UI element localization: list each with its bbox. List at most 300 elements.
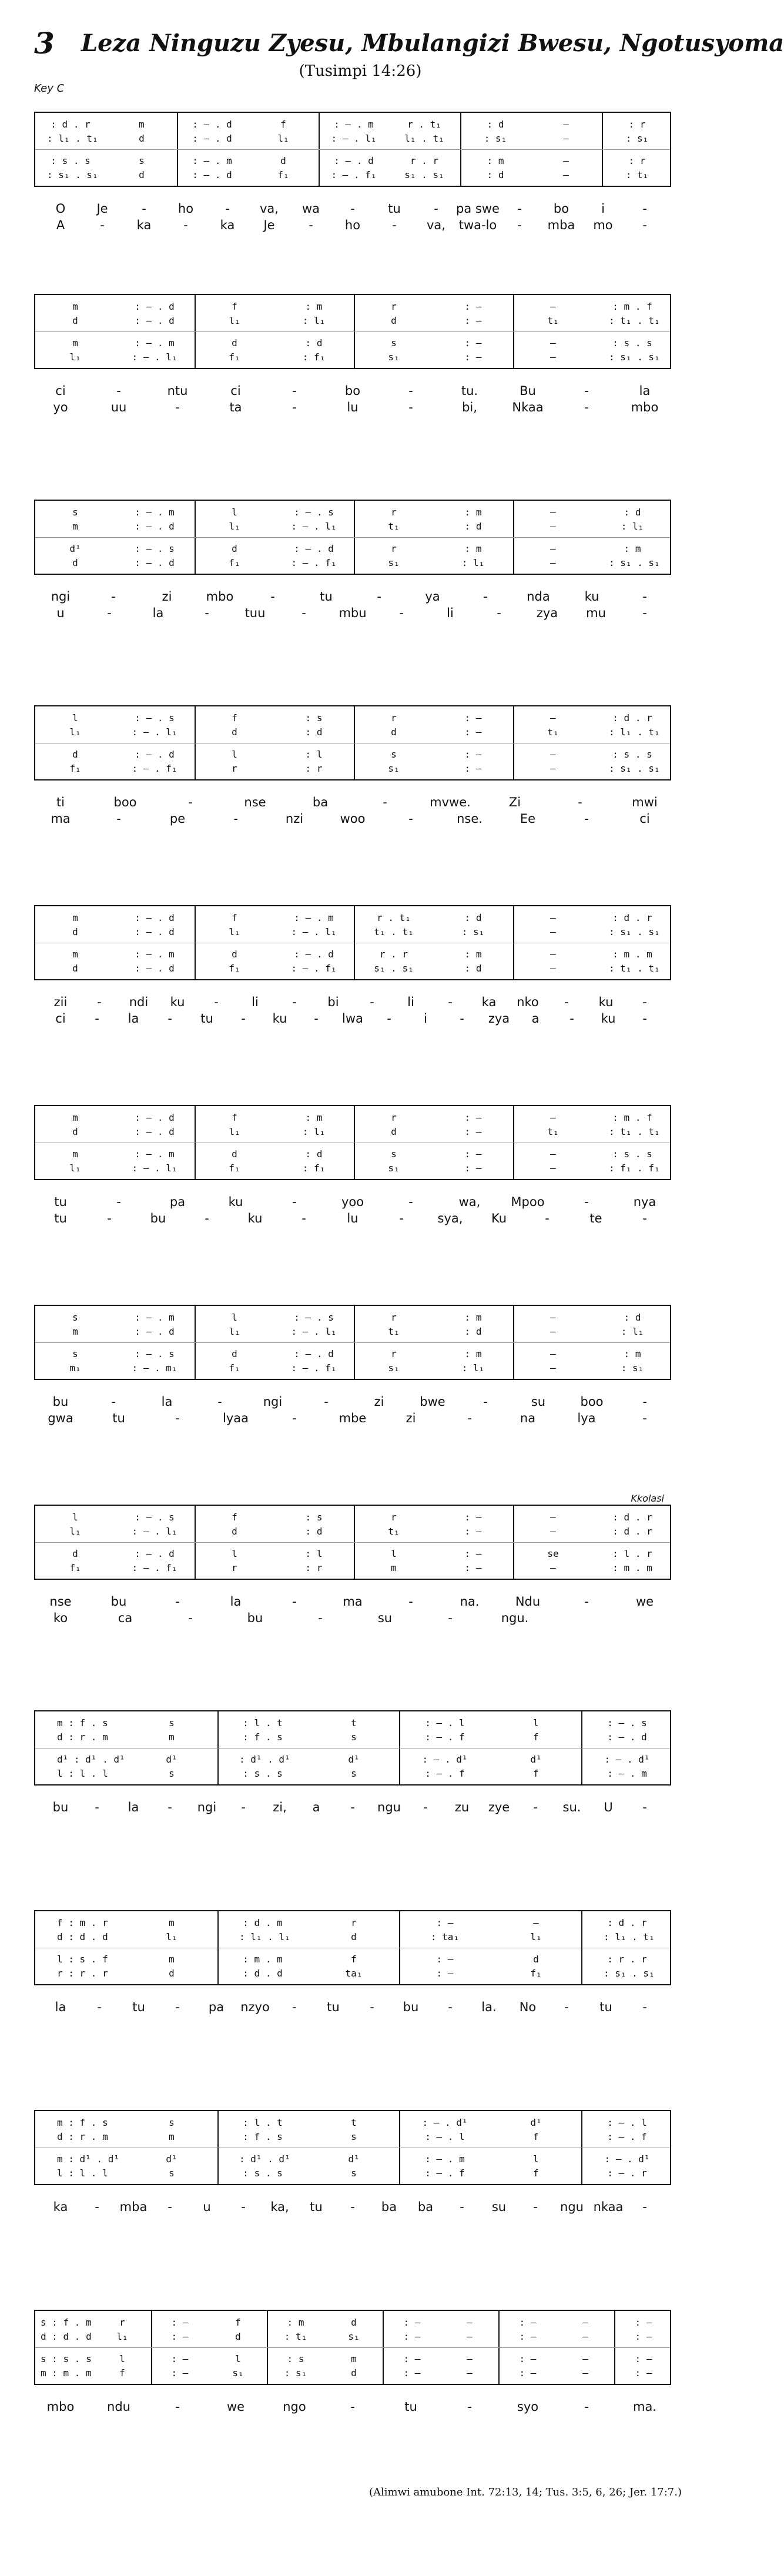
sol-fa-note: f: [232, 1112, 237, 1123]
sol-fa-note: : – . m: [135, 949, 175, 960]
voice-part: [35, 1325, 670, 1339]
voice-part: [35, 2166, 670, 2180]
voice-part: [35, 1952, 670, 1967]
lyric-syllable: Nkaa: [512, 400, 544, 414]
sol-fa-note: r: [391, 1348, 397, 1359]
lyric-syllable: ba: [417, 2200, 434, 2214]
lyric-syllable: va,: [427, 218, 445, 232]
sol-fa-note: : t₁: [625, 169, 649, 180]
lyric-syllable: -: [408, 384, 413, 398]
sol-fa-note: : l₁ . t₁: [47, 133, 98, 144]
sol-fa-note: s: [391, 337, 397, 349]
sol-fa-note: s: [351, 1768, 357, 1779]
lyric-syllable: U: [604, 1800, 613, 1814]
sol-fa-note: : s₁: [461, 926, 485, 937]
lyric-syllable: -: [642, 589, 647, 604]
lyric-line: [34, 216, 671, 234]
lyric-syllable: -: [111, 589, 116, 604]
lyric-syllable: ci: [230, 384, 241, 398]
sol-fa-note: s: [169, 2117, 175, 2128]
sol-fa-note: : d: [305, 1526, 323, 1537]
sol-fa-note: : s . s: [612, 749, 652, 760]
sol-fa-note: : m: [464, 1348, 482, 1359]
lyric-syllable: ngi: [197, 1800, 217, 1814]
sol-fa-note: : – . s: [294, 507, 334, 518]
lyric-syllable: yo: [53, 400, 68, 414]
sol-fa-note: : – . d: [135, 1548, 175, 1559]
sol-fa-note: l₁: [69, 1526, 81, 1537]
sol-fa-note: : s . s: [243, 2168, 283, 2179]
lyric-syllable: -: [642, 1211, 647, 1225]
sol-fa-note: l: [232, 1548, 237, 1559]
sol-fa-note: d : r . m: [57, 2131, 108, 2142]
sol-fa-note: : d: [464, 1326, 482, 1337]
sol-fa-note: : m . m: [243, 1954, 283, 1965]
lyric-syllable: la: [128, 1011, 139, 1026]
sol-fa-staff: [34, 1910, 671, 1985]
lyric-syllable: ngi: [263, 1395, 283, 1409]
sol-fa-note: : m: [464, 949, 482, 960]
voice-part: [35, 762, 670, 776]
voice-part: [35, 556, 670, 570]
voice-part: [35, 1561, 670, 1575]
voice-part: [35, 1930, 670, 1944]
sol-fa-note: : – . m: [334, 119, 374, 130]
lyric-syllable: ko: [53, 1611, 68, 1625]
lyric-syllable: yoo: [341, 1195, 364, 1209]
lyric-syllable: u: [203, 2200, 211, 2214]
sol-fa-note: : – . d: [135, 315, 175, 326]
sol-fa-note: s₁: [348, 2331, 360, 2342]
lyric-syllable: -: [318, 1611, 323, 1625]
sol-fa-note: —: [582, 2367, 588, 2379]
voice-part: [35, 725, 670, 739]
lyric-syllable: -: [175, 1411, 180, 1425]
sol-fa-note: f: [232, 301, 237, 312]
sol-fa-note: d: [351, 2367, 357, 2379]
voice-part: [35, 1347, 670, 1361]
staff-divider: [35, 1342, 670, 1343]
lyric-syllable: -: [448, 995, 453, 1009]
lyric-syllable: -: [116, 384, 121, 398]
sol-fa-note: —: [550, 521, 556, 532]
lyric-syllable: nko: [517, 995, 539, 1009]
sol-fa-note: —: [550, 763, 556, 774]
sol-fa-note: l: [232, 1312, 237, 1323]
lyric-syllable: -: [370, 995, 374, 1009]
sol-fa-note: : —: [171, 2353, 189, 2364]
sol-fa-staff: [34, 1105, 671, 1180]
sol-fa-note: : l . r: [612, 1548, 652, 1559]
sol-fa-note: : s . s: [243, 1768, 283, 1779]
sol-fa-note: r: [391, 712, 397, 723]
lyric-syllable: mvwe.: [430, 795, 471, 809]
lyric-syllable: -: [175, 1594, 180, 1609]
lyric-syllable: ku: [247, 1211, 263, 1225]
sol-fa-note: : —: [464, 1562, 482, 1573]
sol-fa-note: —: [550, 351, 556, 363]
sol-fa-note: : —: [635, 2353, 652, 2364]
sol-fa-note: d: [351, 1931, 357, 1942]
lyric-syllable: -: [116, 812, 121, 826]
sol-fa-note: d¹: [530, 1754, 542, 1765]
lyric-syllable: -: [188, 1611, 193, 1625]
voice-part: [35, 132, 670, 146]
lyric-syllable: -: [100, 218, 105, 232]
sol-fa-note: s: [72, 1348, 78, 1359]
lyric-syllable: -: [111, 1395, 116, 1409]
lyric-syllable: bu: [403, 2000, 419, 2014]
sol-fa-note: s₁: [388, 1362, 400, 1374]
lyric-syllable: bo: [553, 202, 569, 216]
sol-fa-note: r : r . r: [57, 1968, 108, 1979]
sol-fa-note: : —: [464, 1126, 482, 1137]
sol-fa-note: : s₁: [284, 2367, 307, 2379]
sol-fa-note: : —: [519, 2367, 537, 2379]
lyric-line: [34, 1210, 671, 1227]
lyric-syllable: ho: [344, 218, 361, 232]
lyric-syllable: we: [635, 1594, 654, 1609]
sol-fa-note: : t₁ . t₁: [609, 963, 660, 974]
lyric-syllable: ngu.: [501, 1611, 529, 1625]
lyric-syllable: la: [639, 384, 651, 398]
sol-fa-note: s: [351, 2131, 357, 2142]
lyric-syllable: -: [642, 1011, 647, 1026]
sol-fa-note: —: [550, 1562, 556, 1573]
lyric-syllable: la: [230, 1594, 242, 1609]
sol-fa-note: d: [232, 949, 237, 960]
lyric-syllable: nse: [244, 795, 266, 809]
sol-fa-note: l: [533, 2153, 539, 2165]
lyric-syllable: -: [350, 1800, 355, 1814]
lyric-syllable: li: [407, 995, 414, 1009]
lyric-syllable: ngi: [51, 589, 71, 604]
sol-fa-note: —: [582, 2353, 588, 2364]
voice-part: [35, 1510, 670, 1525]
sol-fa-note: : – . m: [425, 2153, 465, 2165]
sol-fa-note: : – . d: [334, 155, 374, 166]
sol-fa-note: d: [533, 1954, 539, 1965]
lyric-syllable: mbo: [206, 589, 234, 604]
sol-fa-note: f: [280, 119, 286, 130]
voice-part: [35, 1147, 670, 1161]
lyric-syllable: we: [226, 2400, 245, 2414]
sol-fa-note: : d: [624, 507, 641, 518]
lyric-syllable: mbo: [46, 2400, 75, 2414]
sol-fa-note: m: [169, 2131, 175, 2142]
sol-fa-note: : – . f: [607, 2131, 647, 2142]
lyric-line: [34, 810, 671, 828]
sol-fa-note: : —: [519, 2353, 537, 2364]
sol-fa-note: : – . l₁: [132, 1526, 177, 1537]
lyric-syllable: -: [448, 1611, 453, 1625]
sol-fa-note: : s₁ . s₁: [609, 557, 660, 568]
lyric-syllable: -: [292, 1411, 297, 1425]
music-system: [34, 294, 671, 447]
sol-fa-note: r: [232, 763, 237, 774]
lyric-syllable: uu: [110, 400, 127, 414]
sol-fa-note: : s₁ . s₁: [609, 763, 660, 774]
lyric-syllable: nkaa: [593, 2200, 624, 2214]
voice-part: [35, 1111, 670, 1125]
lyric-syllable: ka: [53, 2200, 68, 2214]
sol-fa-note: : m: [464, 543, 482, 554]
voice-part: [35, 1161, 670, 1175]
sol-fa-note: : —: [436, 1954, 454, 1965]
sol-fa-note: : d: [305, 1148, 323, 1160]
sol-fa-note: : f₁ . f₁: [609, 1163, 660, 1174]
lyric-syllable: nda: [527, 589, 550, 604]
lyric-syllable: tu: [54, 1195, 67, 1209]
music-system: [34, 1493, 671, 1657]
sol-fa-note: : – . s: [135, 1348, 175, 1359]
voice-part: [35, 520, 670, 534]
lyric-syllable: pe: [169, 812, 186, 826]
sol-fa-note: —: [550, 1163, 556, 1174]
lyric-syllable: O: [55, 202, 66, 216]
lyric-syllable: -: [642, 1411, 647, 1425]
sol-fa-note: : t₁ . t₁: [609, 315, 660, 326]
lyric-syllable: -: [392, 218, 397, 232]
sol-fa-note: l₁: [229, 521, 240, 532]
lyric-syllable: ba: [381, 2200, 397, 2214]
sol-fa-note: s: [351, 2168, 357, 2179]
sol-fa-note: : r: [628, 155, 646, 166]
lyric-syllable: gwa: [48, 1411, 73, 1425]
lyric-syllable: zye: [488, 1800, 510, 1814]
lyric-syllable: -: [225, 202, 230, 216]
voice-part: [35, 1753, 670, 1767]
sol-fa-note: m: [72, 337, 78, 349]
sol-fa-note: d: [232, 1148, 237, 1160]
sol-fa-note: : —: [464, 726, 482, 738]
sol-fa-note: s : f . m: [41, 2317, 92, 2328]
lyric-syllable: ho: [177, 202, 194, 216]
sol-fa-note: d: [232, 1348, 237, 1359]
sol-fa-note: : —: [635, 2317, 652, 2328]
sol-fa-note: l₁: [229, 1126, 240, 1137]
sol-fa-note: f: [533, 2131, 539, 2142]
lyric-syllable: wa,: [458, 1195, 481, 1209]
voice-part: [35, 336, 670, 350]
sol-fa-note: r: [391, 543, 397, 554]
sol-fa-note: d: [280, 155, 286, 166]
sol-fa-note: : – . d: [135, 926, 175, 937]
lyric-syllable: -: [383, 795, 387, 809]
lyric-syllable: bwe: [420, 1395, 445, 1409]
lyric-syllable: -: [292, 384, 297, 398]
lyric-syllable: ka: [220, 218, 235, 232]
lyric-syllable: -: [584, 384, 589, 398]
lyric-syllable: -: [97, 2000, 102, 2014]
sol-fa-note: d : r . m: [57, 1731, 108, 1743]
voice-part: [35, 1125, 670, 1139]
lyric-syllable: Je: [263, 218, 275, 232]
sol-fa-note: : – . d: [135, 557, 175, 568]
lyric-syllable: -: [460, 1011, 464, 1026]
lyric-syllable: -: [545, 1211, 550, 1225]
sol-fa-staff: [34, 1305, 671, 1380]
sol-fa-note: : l₁: [461, 1362, 485, 1374]
sol-fa-note: —: [550, 1312, 556, 1323]
sol-fa-note: d: [232, 543, 237, 554]
sol-fa-note: : d . m: [243, 1917, 283, 1928]
sol-fa-note: : – . d: [135, 1126, 175, 1137]
voice-part: [35, 154, 670, 168]
sol-fa-note: —: [550, 507, 556, 518]
lyric-syllable: -: [183, 218, 188, 232]
sol-fa-note: : s: [305, 712, 323, 723]
sol-fa-note: : l₁ . l₁: [239, 1931, 290, 1942]
lyric-syllable: Bu: [520, 384, 536, 398]
sol-fa-note: : – . d¹: [422, 2117, 468, 2128]
sol-fa-note: : s₁: [625, 133, 649, 144]
sol-fa-note: d : d . d: [41, 2331, 92, 2342]
sol-fa-note: : l₁: [302, 315, 326, 326]
lyric-syllable: -: [175, 2400, 180, 2414]
sol-fa-note: —: [582, 2331, 588, 2342]
lyric-syllable: tu: [599, 2000, 612, 2014]
sol-fa-note: t: [351, 2117, 357, 2128]
lyric-syllable: syo: [517, 2400, 539, 2414]
sol-fa-note: : —: [436, 1917, 454, 1928]
sol-fa-note: d: [232, 1526, 237, 1537]
sol-fa-note: : – . d: [135, 301, 175, 312]
lyric-syllable: tu: [327, 2000, 340, 2014]
sol-fa-note: s: [391, 1148, 397, 1160]
lyric-syllable: twa-lo: [458, 218, 497, 232]
sol-fa-note: d: [139, 133, 145, 144]
lyric-syllable: lyaa: [223, 1411, 249, 1425]
sol-fa-note: f₁: [530, 1968, 542, 1979]
sol-fa-note: —: [550, 1326, 556, 1337]
sol-fa-note: m: [169, 1731, 175, 1743]
lyric-line: [34, 382, 671, 400]
sol-fa-note: : s . s: [51, 155, 91, 166]
sol-fa-note: : – . d: [192, 119, 232, 130]
sol-fa-note: : d: [305, 726, 323, 738]
sol-fa-note: —: [563, 155, 569, 166]
lyric-syllable: la: [55, 2000, 66, 2014]
sol-fa-note: : —: [464, 763, 482, 774]
sol-fa-note: d: [72, 557, 78, 568]
lyric-syllable: ngu: [560, 2200, 584, 2214]
sol-fa-note: r . t₁: [407, 119, 441, 130]
sol-fa-note: r: [391, 1512, 397, 1523]
lyric-syllable: bo: [344, 384, 361, 398]
lyric-line: [34, 1393, 671, 1411]
sol-fa-note: : m . f: [612, 1112, 652, 1123]
sol-fa-note: : f₁: [302, 1163, 326, 1174]
sol-fa-note: : – . d: [294, 543, 334, 554]
lyric-syllable: pa: [208, 2000, 225, 2014]
lyric-syllable: -: [517, 218, 522, 232]
voice-part: [35, 2316, 670, 2330]
sol-fa-note: d: [169, 1968, 175, 1979]
lyric-syllable: li: [447, 606, 454, 620]
voice-part: [35, 1547, 670, 1561]
voice-part: [35, 2330, 670, 2344]
sol-fa-note: : —: [464, 1526, 482, 1537]
sol-fa-note: : – . d: [294, 949, 334, 960]
sol-fa-note: —: [467, 2367, 473, 2379]
sol-fa-note: —: [550, 301, 556, 312]
sol-fa-note: : s₁ . s₁: [609, 926, 660, 937]
sol-fa-staff: [34, 2110, 671, 2185]
staff-divider: [35, 2347, 670, 2348]
sol-fa-note: : d: [624, 1312, 641, 1323]
lyric-syllable: mbo: [631, 400, 659, 414]
sol-fa-note: : d¹ . d¹: [239, 2153, 290, 2165]
lyric-syllable: la: [161, 1395, 173, 1409]
voice-part: [35, 2366, 670, 2380]
sol-fa-note: : – . l₁: [132, 351, 177, 363]
lyric-syllable: ca: [118, 1611, 133, 1625]
sol-fa-note: s: [351, 1731, 357, 1743]
sol-fa-note: —: [563, 133, 569, 144]
lyric-syllable: zi: [374, 1395, 384, 1409]
voice-part: [35, 711, 670, 725]
lyric-syllable: na: [520, 1411, 536, 1425]
music-system: [34, 705, 671, 858]
sol-fa-note: : – . m: [294, 912, 334, 923]
lyric-syllable: ka: [136, 218, 152, 232]
lyric-syllable: bi: [327, 995, 339, 1009]
lyric-syllable: su: [377, 1611, 393, 1625]
voice-part: [35, 925, 670, 939]
sol-fa-note: s: [139, 155, 145, 166]
voice-part: [35, 947, 670, 962]
sol-fa-note: l₁: [69, 726, 81, 738]
sol-fa-note: : l: [305, 749, 323, 760]
sol-fa-note: r: [391, 507, 397, 518]
sol-fa-note: l: [232, 749, 237, 760]
sol-fa-note: f₁: [229, 963, 240, 974]
sol-fa-note: r . r: [410, 155, 439, 166]
lyric-syllable: Ku: [491, 1211, 507, 1225]
sol-fa-note: : – . s: [607, 1717, 647, 1729]
sol-fa-note: s₁: [232, 2367, 244, 2379]
lyric-syllable: -: [584, 2400, 589, 2414]
lyric-syllable: ma: [343, 1594, 363, 1609]
lyric-syllable: la.: [481, 2000, 497, 2014]
sol-fa-note: : – . d: [192, 133, 232, 144]
voice-part: [35, 314, 670, 328]
sol-fa-note: : —: [464, 315, 482, 326]
sol-fa-note: d¹: [348, 1754, 360, 1765]
lyric-syllable: a: [531, 1011, 540, 1026]
lyric-syllable: ma: [51, 812, 71, 826]
sol-fa-note: : s₁ . s₁: [604, 1968, 655, 1979]
hymn-title: Leza Ninguzu Zyesu, Mbulangizi Bwesu, Ngotusyoma: [81, 29, 784, 57]
lyric-syllable: -: [116, 1195, 121, 1209]
music-system: [34, 905, 671, 1058]
sol-fa-note: : r . r: [607, 1954, 647, 1965]
sol-fa-note: f: [119, 2367, 125, 2379]
sol-fa-note: : – . d¹: [422, 1754, 468, 1765]
sol-fa-note: f: [533, 2168, 539, 2179]
sol-fa-note: : – . d: [294, 1348, 334, 1359]
sol-fa-note: m: [139, 119, 145, 130]
lyric-syllable: li: [252, 995, 259, 1009]
sol-fa-note: l: [119, 2353, 125, 2364]
lyric-syllable: -: [584, 400, 589, 414]
sol-fa-note: d: [232, 726, 237, 738]
sol-fa-note: : d . d: [243, 1968, 283, 1979]
lyric-syllable: -: [584, 812, 589, 826]
sol-fa-note: : – . l₁: [132, 726, 177, 738]
lyric-syllable: lya: [577, 1411, 596, 1425]
